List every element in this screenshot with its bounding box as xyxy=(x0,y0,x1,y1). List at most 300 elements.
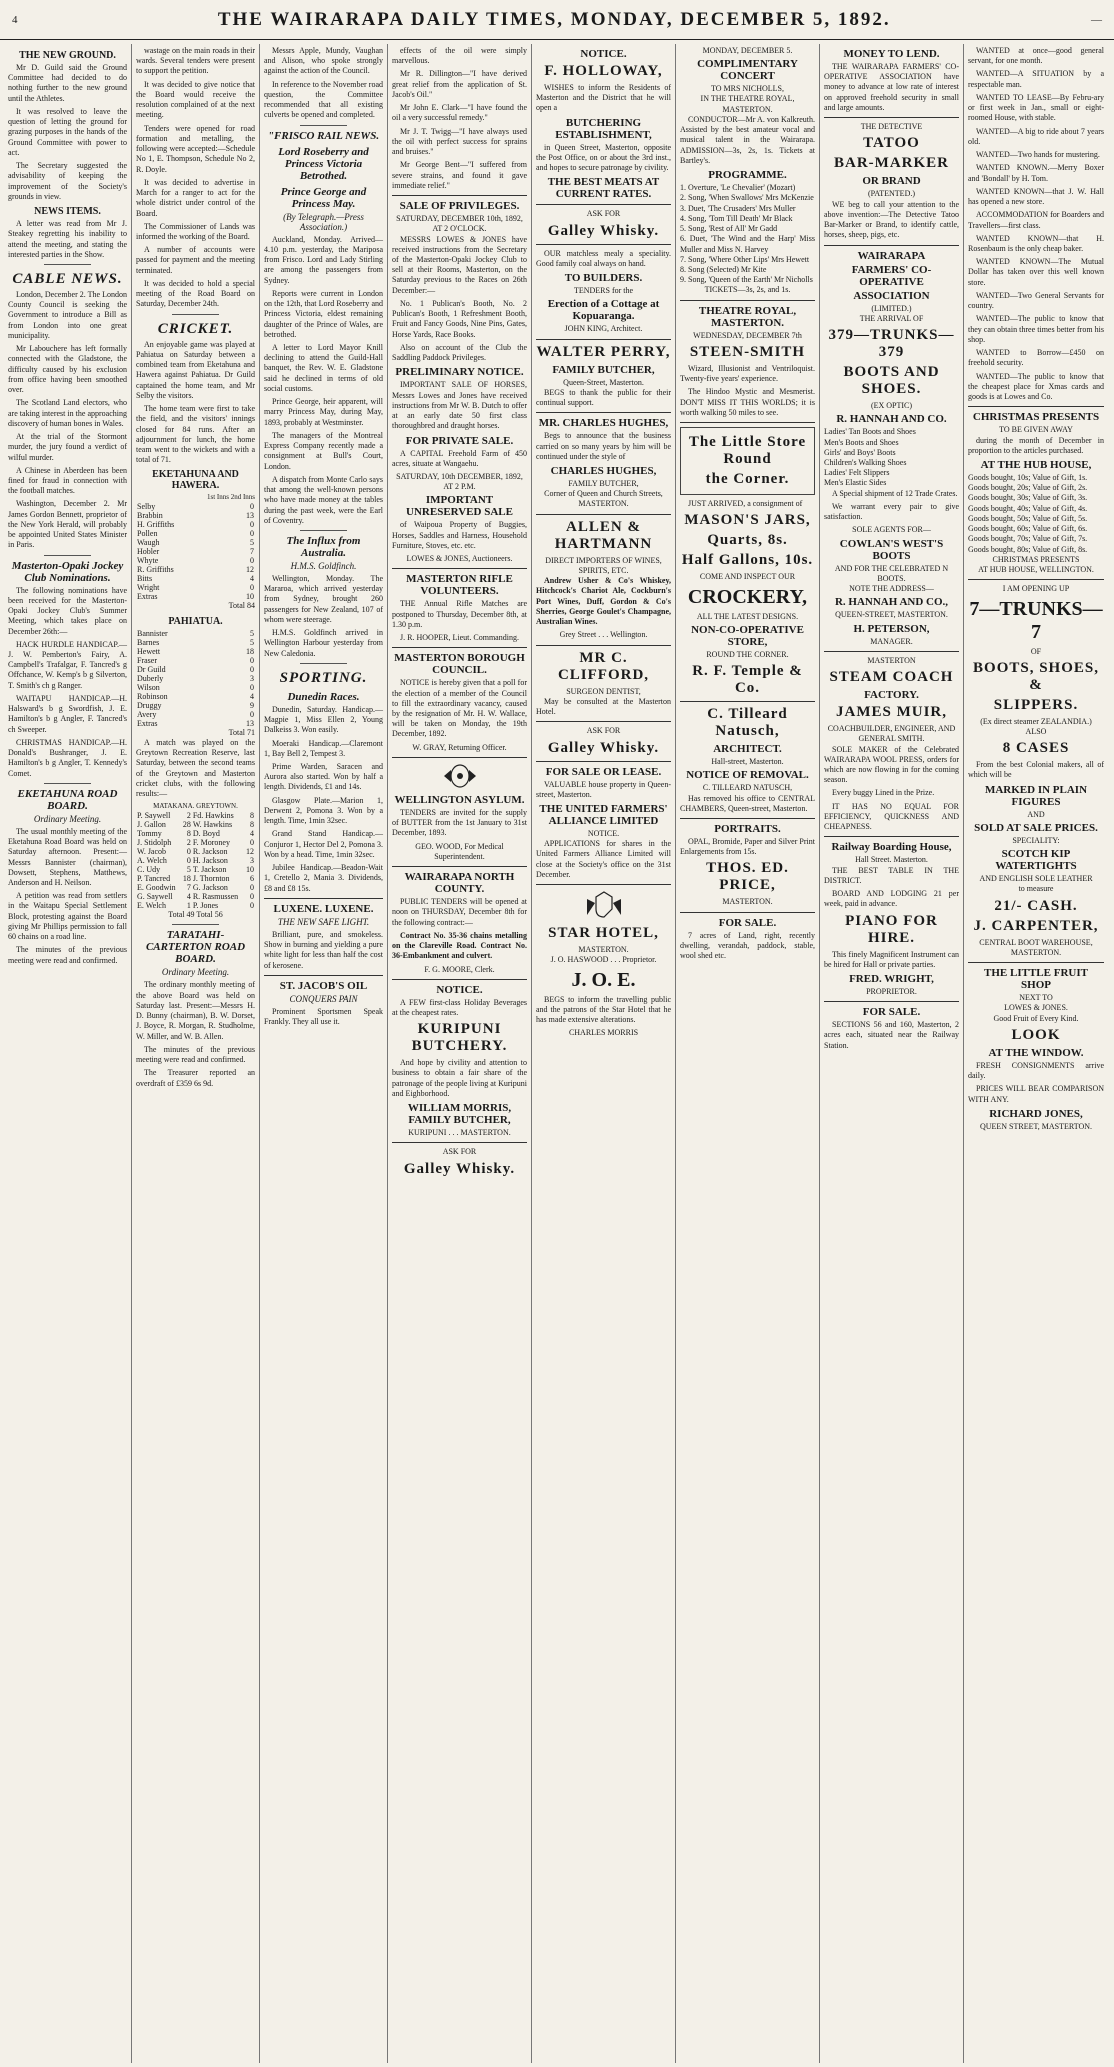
score-row xyxy=(136,665,255,674)
divider xyxy=(968,962,1104,963)
score-cell: 13 xyxy=(246,718,254,728)
divider xyxy=(536,514,671,515)
divider xyxy=(392,1142,527,1143)
paragraph: HACK HURDLE HANDICAP.—J. W. Pemberton's Fairy, A. Campbell's Trafalgar, F. Tancred's g Offchance, W. Kemp's b g Silverton, T. Smith's ch g Ranger. xyxy=(8,639,127,690)
hannah-list xyxy=(824,427,959,488)
divider xyxy=(392,647,527,648)
divider xyxy=(968,406,1104,407)
paragraph: 7 acres of Land, right, recently dwelling, verandah, paddock, stable, wool shed etc. xyxy=(680,930,815,961)
star-hotel-heading: STAR HOTEL, xyxy=(548,925,659,942)
wanted-ad: WANTED—Two General Servants for country. xyxy=(968,290,1104,311)
column-7 xyxy=(820,44,964,2063)
divider xyxy=(300,530,348,531)
score-row xyxy=(136,820,255,829)
little-store-heading-2: the Corner. xyxy=(705,471,790,488)
score-cell: Dr Guild xyxy=(137,664,166,674)
paragraph: BOARD AND LODGING 21 per week, paid in advance. xyxy=(824,889,959,909)
divider xyxy=(392,568,527,569)
cricket-heading: CRICKET. xyxy=(157,320,234,337)
gift-item: Goods bought, 80s; Value of Gift, 8s. xyxy=(968,544,1088,554)
bar-marker-heading: BAR-MARKER xyxy=(834,155,949,172)
innings-header: 1st Inns 2nd Inns xyxy=(206,493,255,502)
price-location: MASTERTON. xyxy=(722,897,773,907)
railway-heading: Railway Boarding House, xyxy=(831,841,952,854)
half-gallons-price: Half Gallons, 10s. xyxy=(681,552,814,569)
divider xyxy=(44,264,92,265)
measure-label: to measure xyxy=(1018,884,1054,894)
paragraph: London, December 2. The London County Council is seeking the Government to introduce a Bill as from London into one great municipality. xyxy=(8,289,127,340)
non-coop-store: NON-CO-OPERATIVE STORE, xyxy=(691,623,804,648)
paragraph: It was decided to advertise in March for a ranger to act for the whole district under control of the Board. xyxy=(136,177,255,218)
paragraph: NOTICE is hereby given that a poll for the election of a member of the Council to fill the extraordinary vacancy, caused by the resignation of Mr. H. W. Wallace, will be taken on Monday, the 19th December, 1892. xyxy=(392,678,527,739)
wanted-ad: ACCOMMODATION for Boarders and Travellers—first class. xyxy=(968,210,1104,230)
money-heading: MONEY TO LEND. xyxy=(843,48,940,60)
gift-item: Goods bought, 30s; Value of Gift, 3s. xyxy=(968,493,1088,503)
score-cell: R. Jackson xyxy=(192,847,228,857)
divider xyxy=(44,555,92,556)
tenders: TENDERS for the xyxy=(573,286,634,296)
peterson-name: H. PETERSON, xyxy=(853,622,930,635)
note-address: NOTE THE ADDRESS— xyxy=(849,584,934,594)
paragraph: Andrew Usher & Co's Whiskey, Hitchcock's Chariot Ale, Cockburn's Port Wines, Duff, Gordon & Co's Sherries, George Goulet's Champagne, Australian Wines. xyxy=(536,576,671,627)
column-5 xyxy=(532,44,676,2063)
hughes-location: Corner of Queen and Church Streets, MASTERTON. xyxy=(544,489,663,509)
paragraph: Has removed his office to CENTRAL CHAMBERS, Queen-street, Masterton. xyxy=(680,793,815,813)
portraits-heading: PORTRAITS. xyxy=(714,822,781,835)
holloway-name: F. HOLLOWAY, xyxy=(544,63,663,79)
star-location: MASTERTON. xyxy=(578,945,629,955)
paragraph: Mr D. Guild said the Ground Committee had decided to do nothing further to the new ground until the Athletes. xyxy=(8,63,127,103)
for-sale-heading: FOR SALE. xyxy=(862,1006,921,1019)
score-cell: W. Hawkins xyxy=(192,820,233,830)
concert-heading: COMPLIMENTARY CONCERT xyxy=(697,58,798,83)
column-8 xyxy=(964,44,1108,2063)
divider xyxy=(824,245,959,246)
score-cell: 0 xyxy=(186,847,191,857)
mason-jars: MASON'S JARS, xyxy=(684,512,811,529)
subheading: THE NEW SAFE LIGHT. xyxy=(277,916,370,927)
paragraph: CONDUCTOR—Mr A. von Kalkreuth. Assisted by the best amateur vocal and musical talent in the Wairarapa. ADMISSION—3s, 2s, 1s. Tickets at Bartley's. xyxy=(680,114,815,165)
divider xyxy=(392,866,527,867)
score-cell: 0 xyxy=(250,682,254,692)
score-cell: Duberly xyxy=(137,673,164,683)
architect: ARCHITECT. xyxy=(713,743,782,756)
score-row xyxy=(136,547,255,556)
luxene-heading: LUXENE. LUXENE. xyxy=(273,902,374,915)
score-row xyxy=(136,638,255,647)
score-cell: 7 xyxy=(186,883,191,893)
jockey-club-heading: Masterton-Opaki Jockey Club Nominations. xyxy=(11,559,124,584)
muir-sub: COACHBUILDER, ENGINEER, AND GENERAL SMITH. xyxy=(827,724,956,744)
score-cell: 4 xyxy=(186,892,191,902)
paragraph: Washington, December 2. Mr James Gordon Bennett, proprietor of the New York Herald, will probably be appointed United States Minister in Paris. xyxy=(8,499,127,550)
ask-for: ASK FOR xyxy=(586,726,621,736)
perry-location: Queen-Street, Masterton. xyxy=(563,377,644,387)
score-cell: Hobler xyxy=(137,547,160,557)
score-row xyxy=(136,674,255,683)
divider xyxy=(824,836,959,837)
sale-heading: SALE OF PRIVILEGES. xyxy=(399,200,520,213)
wanted-ad: WANTED KNOWN—that J. W. Hall has opened a new store. xyxy=(968,186,1104,207)
divider xyxy=(680,701,815,702)
next-to: NEXT TO xyxy=(1019,993,1053,1003)
look-label: LOOK xyxy=(1011,1026,1061,1043)
score-row xyxy=(136,865,255,874)
section-heading: NEWS ITEMS. xyxy=(34,206,101,218)
score-cell: 0 xyxy=(250,655,254,665)
steam-coach-heading: STEAM COACH xyxy=(829,669,954,686)
paragraph: BEGS to thank the public for their continual support. xyxy=(536,387,671,408)
paragraph: Prime Warden, Saracen and Aurora also started. Won by half a length. Dividends, £1 and 14s. xyxy=(264,762,383,792)
signature: LOWES & JONES, Auctioneers. xyxy=(406,554,513,564)
score-cell: J. Stidolph xyxy=(137,838,172,848)
divider xyxy=(680,912,815,913)
score-row xyxy=(136,856,255,865)
masthead xyxy=(0,0,1114,40)
dunedin-heading: Dunedin Races. xyxy=(287,690,360,703)
score-cell: Extras xyxy=(137,592,158,602)
gift-item: Goods bought, 10s; Value of Gift, 1s. xyxy=(968,472,1088,482)
score-cell: Robinson xyxy=(137,691,168,701)
paragraph: A letter was read from Mr J. Steakey regretting his inability to attend the meeting, and stating the interested parties in the Show. xyxy=(8,219,127,259)
paragraph: Prominent Sportsmen Speak Frankly. They all use it. xyxy=(264,1006,383,1026)
hub-wellington: AT HUB HOUSE, WELLINGTON. xyxy=(978,565,1094,575)
column-2 xyxy=(132,44,260,2063)
clifford-sub: SURGEON DENTIST, xyxy=(566,686,641,696)
paragraph: wastage on the main roads in their wards. Several tenders were present to support the petition. xyxy=(136,46,255,76)
score-cell: Tommy xyxy=(137,829,162,839)
tatoo-heading: TATOO xyxy=(863,135,920,152)
paragraph: We warrant every pair to give satisfaction. xyxy=(824,501,959,522)
score-cell: 4 xyxy=(250,574,254,584)
score-row xyxy=(136,692,255,701)
score-row xyxy=(136,565,255,574)
paragraph: Mr R. Dillington—"I have derived great relief from the application of St. Jacob's Oil." xyxy=(392,69,527,99)
list-item: Ladies' Tan Boots and Shoes xyxy=(824,427,916,437)
score-cell: 8 xyxy=(250,820,254,830)
score-cell: 5 xyxy=(186,865,191,875)
match-header: MATAKANA. GREYTOWN. xyxy=(153,802,238,811)
paragraph: The Treasurer reported an overdraft of £359 6s 9d. xyxy=(136,1068,255,1088)
score-cell: 6 xyxy=(250,874,254,884)
round-corner: ROUND THE CORNER. xyxy=(706,649,789,659)
divider xyxy=(536,884,671,885)
score-row xyxy=(136,529,255,538)
paragraph: THE BEST TABLE IN THE DISTRICT. xyxy=(824,865,959,885)
subheading: H.M.S. Goldfinch. xyxy=(290,560,357,571)
divider xyxy=(680,422,815,423)
railway-location: Hall Street. Masterton. xyxy=(855,855,928,865)
little-store-box xyxy=(680,427,815,495)
paragraph: WISHES to inform the Residents of Masterton and the District that he will open a xyxy=(536,83,671,113)
association-heading-2: FARMERS' CO-OPERATIVE xyxy=(851,263,932,288)
score-row xyxy=(136,901,255,910)
paragraph: IT HAS NO EQUAL FOR EFFICIENCY, QUICKNESS AND CHEAPNESS. xyxy=(824,801,959,832)
asylum-heading: WELLINGTON ASYLUM. xyxy=(394,793,525,806)
score-row xyxy=(136,583,255,592)
association-heading-3: ASSOCIATION xyxy=(853,289,930,302)
paragraph: Also on account of the Club the Saddling Paddock Privileges. xyxy=(392,342,527,363)
score-row xyxy=(136,556,255,565)
hannah-name: R. HANNAH AND CO. xyxy=(836,413,947,426)
paragraph: CHRISTMAS HANDICAP.—H. Donald's Bushranger, J. E. Hamilton's b g Angler, T. Kennedy's Comet. xyxy=(8,737,127,778)
score-cell: 0 xyxy=(250,709,254,719)
list-item: Girls' and Boys' Boots xyxy=(824,447,896,457)
paragraph: IMPORTANT SALE OF HORSES, Messrs Lowes and Jones have received instructions from Mr W. B. Dutch to offer at an early date 50 first class thoroughbred and draught horses. xyxy=(392,380,527,431)
match-total: Total 49 Total 56 xyxy=(168,910,223,920)
score-cell: J. Gallon xyxy=(137,820,166,830)
paragraph: A letter to Lord Mayor Knill declining to attend the Guild-Hall banquet, the Rev. W. E. Gladstone said he declined in terms of old social customs. xyxy=(264,342,383,393)
score-cell: G. Jackson xyxy=(192,883,228,893)
paragraph: The minutes of the previous meeting were read and confirmed. xyxy=(8,945,127,965)
paragraph: during the month of December in proportion to the articles purchased. xyxy=(968,435,1104,455)
prince-heading: Prince George and Princess May. xyxy=(280,185,367,210)
signature: F. G. MOORE, Clerk. xyxy=(424,964,495,974)
cowlans-boots: COWLAN'S WEST'S BOOTS xyxy=(839,537,944,562)
subheading: CONQUERS PAIN xyxy=(289,993,358,1004)
gift-item: Goods bought, 50s; Value of Gift, 5s. xyxy=(968,513,1088,523)
wanted-ad: WANTED KNOWN—that H. Rosenbaum is the only cheap baker. xyxy=(968,233,1104,253)
or-brand: OR BRAND xyxy=(862,175,921,188)
cases-heading: 8 CASES xyxy=(1002,740,1070,757)
paragraph: Grand Stand Handicap.—Conjuror 1, Hector Del 2, Pomona 3. Won by a head. Time, 1min 32sec. xyxy=(264,829,383,859)
limited: (LIMITED.) xyxy=(871,303,912,313)
speciality-label: SPECIALITY: xyxy=(1012,835,1060,845)
also-label: ALSO xyxy=(1025,727,1047,737)
paragraph: VALUABLE house property in Queen-street, Masterton. xyxy=(536,779,671,799)
signature: W. GRAY, Returning Officer. xyxy=(412,742,507,752)
match-scorecard xyxy=(136,811,255,910)
invoice-note: (Ex direct steamer ZEALANDIA.) xyxy=(980,716,1092,726)
score-cell: Bitts xyxy=(137,574,153,584)
paragraph: A petition was read from settlers in the Waitapu Special Settlement Block, protesting against the Board giving Mr Phillips permission to fall 60 chains on a road line. xyxy=(8,891,127,942)
jones-name: RICHARD JONES, xyxy=(989,1107,1083,1120)
builders-heading: TO BUILDERS. xyxy=(564,272,643,285)
score-cell: G. Saywell xyxy=(137,892,173,902)
page-number-right: — xyxy=(1091,13,1102,26)
paragraph: The minutes of the previous meeting were read and confirmed. xyxy=(136,1044,255,1065)
boots-shoes-heading: BOOTS, SHOES, & xyxy=(973,659,1099,693)
score-row xyxy=(136,892,255,901)
trunks-heading: 7—TRUNKS—7 xyxy=(969,597,1103,643)
window-label: AT THE WINDOW. xyxy=(988,1046,1084,1059)
paragraph: A Chinese in Aberdeen has been fined for fraud in connection with the football matches. xyxy=(8,465,127,496)
score-row xyxy=(136,656,255,665)
crest-icon xyxy=(392,762,527,790)
score-cell: 0 xyxy=(250,556,254,566)
score-cell: 0 xyxy=(250,883,254,893)
of-label: OF xyxy=(1030,646,1042,656)
score-row xyxy=(136,829,255,838)
galley-whisky-ad: Galley Whisky. xyxy=(547,739,660,756)
notice: NOTICE. xyxy=(587,828,620,838)
divider xyxy=(824,651,959,652)
paragraph: Reports were current in London on the 12th, that Lord Roseberry and Princess Victoria, eldest remaining daughter of the Prince of Wales, are betrothed. xyxy=(264,288,383,339)
column-4 xyxy=(388,44,532,2063)
hub-house: AT THE HUB HOUSE, xyxy=(980,458,1092,471)
butcher-name: WILLIAM MORRIS, FAMILY BUTCHER, xyxy=(407,1102,512,1127)
score-cell: 18 xyxy=(182,874,191,884)
paragraph: This finely Magnificent Instrument can be hired for Hall or private parties. xyxy=(824,949,959,969)
paragraph: WAITAPU HANDICAP.—H. Halsward's b g Swordfish, J. E. Hamilton's b g Angler, F. Tancred's ch Sweeper. xyxy=(8,693,127,734)
paragraph: The usual monthly meeting of the Eketahuna Road Board was held on Saturday afternoon. Present:—Messrs Bannister (chairman), Dowsett, Stephens, Matthews, Anderson and H. Neilson. xyxy=(8,826,127,887)
divider xyxy=(536,721,671,722)
paragraph: Jubilee Handicap.—Beadon-Wait 1, Cretello 2, Mania 3. Dividends, £8 and £8 15s. xyxy=(264,863,383,893)
score-cell: A. Welch xyxy=(137,856,167,866)
wanted-ad: WANTED—Two hands for mustering. xyxy=(976,150,1100,160)
score-cell: 3 xyxy=(250,856,254,866)
patented: (PATENTED.) xyxy=(867,189,916,199)
notice-heading: NOTICE. xyxy=(436,983,483,996)
score-cell: 0 xyxy=(250,529,254,539)
score-row xyxy=(136,647,255,656)
boots-shoes-heading: BOOTS AND SHOES. xyxy=(843,364,940,398)
programme-item: 5. Song, 'Rest of All' Mr Gadd xyxy=(680,224,778,234)
paragraph: Mr J. T. Twigg—"I have always used the oil with perfect success for sprains and bruises." xyxy=(392,126,527,157)
paragraph: The Hindoo Mystic and Mesmerist. DON'T MISS IT THIS WORLDS; it is worth walking 50 miles to see. xyxy=(680,387,815,417)
paragraph: SECTIONS 56 and 160, Masterton, 2 acres each, situated near the Railway Station. xyxy=(824,1020,959,1050)
signature: Grey Street . . . Wellington. xyxy=(559,630,648,640)
paragraph: It was decided to give notice that the Board would receive the resolution complained of at the next meeting. xyxy=(136,79,255,120)
score-cell: Avery xyxy=(137,709,157,719)
score-cell: Wilson xyxy=(137,682,160,692)
paragraph: effects of the oil were simply marvellous. xyxy=(392,46,527,66)
joe-heading: J. O. E. xyxy=(571,968,636,991)
warehouse-location: MASTERTON. xyxy=(1010,947,1062,957)
paragraph: APPLICATIONS for shares in the United Farmers Alliance Limited will close at the Society's office on the 31st December. xyxy=(536,839,671,879)
programme-item: 4. Song, 'Tom Till Death' Mr Black xyxy=(680,213,793,223)
score-cell: 10 xyxy=(246,865,254,875)
piano-heading: PIANO FOR HIRE. xyxy=(845,912,938,946)
score-cell: P. Jones xyxy=(192,901,219,911)
score-cell: 7 xyxy=(250,547,254,557)
paragraph: Mr Labouchere has left formally connected with the Gladstone, the difficulty caused by his exclusion from office having been smoothed over. xyxy=(8,344,127,395)
byline: (By Telegraph.—Press Association.) xyxy=(283,211,364,232)
score-cell: 9 xyxy=(250,700,254,710)
perry-sub: FAMILY BUTCHER, xyxy=(552,363,655,376)
divider xyxy=(680,818,815,819)
proprietor: PROPRIETOR. xyxy=(866,987,917,997)
paragraph: H.M.S. Goldfinch arrived in Wellington Harbour yesterday from New Caledonia. xyxy=(264,628,383,658)
factory-heading: FACTORY. xyxy=(864,689,919,702)
paragraph: It was resolved to leave the question of letting the ground for grazing purposes in the hands of the Ground Committee with power to act. xyxy=(8,106,127,157)
alliance-heading: THE UNITED FARMERS' ALLIANCE LIMITED xyxy=(539,802,668,827)
scorecard-team2 xyxy=(136,629,255,728)
removal-name: C. TILLEARD NATUSCH, xyxy=(702,783,793,793)
paragraph: The Commissioner of Lands was informed the working of the Board. xyxy=(136,221,255,241)
wanted-ad: WANTED KNOWN.—Merry Boxer and 'Bondall' by H. Tom. xyxy=(968,163,1104,183)
score-cell: 1 xyxy=(186,901,191,911)
score-cell: Brabbin xyxy=(137,511,163,521)
jones-location: QUEEN STREET, MASTERTON. xyxy=(979,1121,1093,1131)
score-cell: 4 xyxy=(250,691,254,701)
butcher-location: KURIPUNI . . . MASTERTON. xyxy=(408,1128,511,1138)
paragraph: THE Annual Rifle Matches are postponed to Thursday, December 8th, at 1.30 p.m. xyxy=(392,599,527,629)
team-heading: EKETAHUNA AND HAWERA. xyxy=(152,469,239,492)
wanted-ad: WANTED TO LEASE—By Febru-ary or first week in Jan., small or eight-roomed House, with stable. xyxy=(968,92,1104,123)
sale-date: SATURDAY, DECEMBER 10th, 1892, AT 2 O'CLOCK. xyxy=(396,214,523,234)
temple-co: R. F. Temple & Co. xyxy=(692,663,803,697)
divider xyxy=(264,975,383,976)
score-cell: 0 xyxy=(250,520,254,530)
score-cell: 0 xyxy=(250,583,254,593)
ask-for: ASK FOR xyxy=(586,209,621,219)
celebrated: AND FOR THE CELEBRATED N BOOTS. xyxy=(834,563,949,583)
score-row xyxy=(136,520,255,529)
carpenter-name: J. CARPENTER, xyxy=(973,917,1099,934)
gift-item: Goods bought, 60s; Value of Gift, 6s. xyxy=(968,524,1088,534)
hannah-address: QUEEN-STREET, MASTERTON. xyxy=(835,610,948,620)
borough-heading: MASTERTON BOROUGH COUNCIL. xyxy=(394,652,525,677)
paragraph: The following nominations have been received for the Masterton-Opaki Jockey Club's Summer Meeting, which takes place on December 26th:— xyxy=(8,585,127,636)
gift-item: Goods bought, 20s; Value of Gift, 2s. xyxy=(968,483,1088,493)
paragraph: Auckland, Monday. Arrived—4.10 p.m. yesterday, the Mariposa from Frisco. Lord and Lady Stirling are among the passengers from Sydney. xyxy=(264,234,383,285)
english-leather: AND ENGLISH SOLE LEATHER xyxy=(979,874,1093,884)
taratahi-heading: TARATAHI-CARTERTON ROAD BOARD. xyxy=(145,929,246,966)
paragraph: OUR matchless mealy a speciality. Good family coal always on hand. xyxy=(536,248,671,268)
lowes-jones: LOWES & JONES. xyxy=(1004,1003,1068,1013)
score-cell: 18 xyxy=(246,646,254,656)
paragraph: Moeraki Handicap.—Claremont 1, Bay Bell 2, Tempest 3. xyxy=(264,738,383,758)
score-cell: 8 xyxy=(250,811,254,821)
list-item: Men's Elastic Sides xyxy=(824,478,887,488)
paragraph: It was decided to hold a special meeting of the Road Board on Saturday, December 24th. xyxy=(136,278,255,309)
paragraph: The home team were first to take the field, and the visitors' innings closed for 84 runs. After an adjournment for lunch, the home team went to the wickets and with a total of 71. xyxy=(136,404,255,465)
kuripuni-heading: KURIPUNI BUTCHERY. xyxy=(411,1021,508,1055)
signature: GEO. WOOD, For Medical Superintendent. xyxy=(415,841,504,861)
paragraph: MESSRS LOWES & JONES have received instructions from the Secretary of the Masterton-Opaki Jockey Club to sell at their Rooms, Masterton, on the Saturday previous to the Races on 26th December:— xyxy=(392,234,527,295)
galley-whisky-ad: Galley Whisky. xyxy=(547,222,660,239)
divider xyxy=(392,979,527,980)
score-row xyxy=(136,883,255,892)
concert-date: MONDAY, DECEMBER 5. xyxy=(702,46,793,55)
score-cell: Hewett xyxy=(137,646,161,656)
score-row xyxy=(136,719,255,728)
wanted-ad: WANTED—A big to ride about 7 years old. xyxy=(968,126,1104,146)
cable-news-heading: CABLE NEWS. xyxy=(12,270,123,287)
paragraph: Glasgow Plate.—Marion 1, Derwent 2, Pomona 3. Won by a length. Time, 1min 32sec. xyxy=(264,795,383,826)
paragraph: Mr George Bent—"I suffered from severe strains, and found it gave immediate relief." xyxy=(392,160,527,190)
concert-to: TO MRS NICHOLLS, xyxy=(711,84,784,94)
detective-label: THE DETECTIVE xyxy=(860,122,923,132)
divider xyxy=(392,757,527,758)
paragraph: No. 1 Publican's Booth, No. 2 Publican's Booth, 1 Refreshment Booth, Fruit and Fancy Goods, Nine Pins, Gates, Horse Yards, Race Books. xyxy=(392,298,527,339)
wanted-ad: WANTED—The public to know that the cheapest place for Xmas cards and goods is at Lowes and Co. xyxy=(968,371,1104,402)
subheading: Ordinary Meeting. xyxy=(33,813,102,824)
paragraph: Contract No. 35-36 chains metalling on the Clareville Road. Contract No. 36-Embankment and culvert. xyxy=(392,930,527,961)
christmas-heading: CHRISTMAS PRESENTS xyxy=(972,411,1100,424)
paragraph: The Scotland Land electors, who are taking interest in the approaching discovery of human bones in Wales. xyxy=(8,398,127,428)
christmas-presents: CHRISTMAS PRESENTS xyxy=(992,554,1080,564)
quarts-price: Quarts, 8s. xyxy=(707,532,788,549)
price-name: THOS. ED. PRICE, xyxy=(706,860,789,894)
score-cell: D. Boyd xyxy=(192,829,220,839)
score-cell: H. Jackson xyxy=(192,856,228,866)
score-row xyxy=(136,538,255,547)
marked-label: MARKED IN PLAIN FIGURES xyxy=(984,783,1088,808)
programme-item: 8. Song (Selected) Mr Kite xyxy=(680,264,767,274)
score-row xyxy=(136,629,255,638)
good-fruit: Good Fruit of Every Kind. xyxy=(993,1013,1079,1023)
paragraph: A Special shipment of 12 Trade Crates. xyxy=(832,488,958,498)
divider xyxy=(536,339,671,340)
paragraph: Wellington, Monday. The Mararoa, which arrived yesterday from Sydney, brought 260 passengers for New Zealand, 107 of whom were steerage. xyxy=(264,573,383,624)
programme-list xyxy=(680,183,815,285)
score-cell: 0 xyxy=(250,901,254,911)
manager: MANAGER. xyxy=(870,636,913,646)
paragraph: THE WAIRARAPA FARMERS' CO-OPERATIVE ASSOCIATION have money to advance at low rate of interest on approved freehold security in small and large amounts. xyxy=(824,62,959,112)
divider xyxy=(824,117,959,118)
